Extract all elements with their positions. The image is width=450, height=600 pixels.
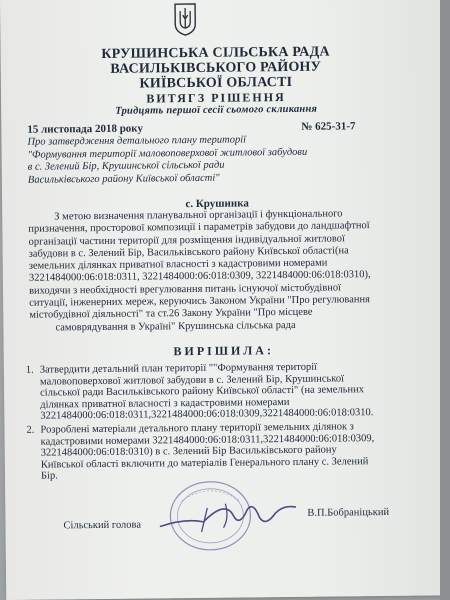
body-line: земельних ділянках приватної власності з кадастровими номерами xyxy=(28,257,328,272)
decision-subject xyxy=(27,133,358,186)
decision-date: 15 листопада 2018 року xyxy=(27,122,144,136)
item-number: 2. xyxy=(26,424,35,436)
preamble-text xyxy=(28,208,379,335)
body-line: 3221484000:06:018:0311, 3221484000:06:018:0309, 3221484000:06:018:0310), xyxy=(28,269,371,285)
place-name: с. Крушинка xyxy=(185,197,249,211)
item-number: 1. xyxy=(25,364,34,376)
item-line: Київської області включити до матеріалів Генерального плану с. Зелений xyxy=(40,455,369,471)
subject-line: в с. Зелений Бір, Крушинської сільської ради xyxy=(27,159,225,173)
item-line: кадастровими номерами 3221484000:06:018:0311,3221484000:06:018:0309, xyxy=(40,432,375,448)
head-title: Сільський голова xyxy=(63,519,142,532)
resolution-items xyxy=(18,361,399,485)
body-line: організації частини території для розміщення індивідуальної житлової xyxy=(28,232,345,248)
item-line: Затвердити детальний план території ""Формування території xyxy=(39,361,318,376)
body-line: ситуації, інженерних мереж, керуючись Законом України "Про регулювання xyxy=(29,294,370,309)
body-line: виходячи з необхідності врегулювання питань існуючої містобудівної xyxy=(28,282,342,297)
body-line: містобудівної діяльності" та ст.26 Закону України "Про місцеве xyxy=(29,307,313,322)
item-line: маловоповерхової житлової забудови в с. Зелений Бір, Крушинської xyxy=(39,373,345,388)
subject-line: Васильківського району Київської області" xyxy=(27,172,220,186)
signature xyxy=(155,487,306,544)
body-line: забудови в с. Зелений Бір, Васильківського району Київської області(на xyxy=(28,245,349,260)
item-line: Бір. xyxy=(40,470,58,482)
item-line: 3221484000:06:018:0311,3221484000:06:018:0309,3221484000:06:018:0310. xyxy=(40,407,374,422)
background-edge xyxy=(440,0,450,600)
subject-line: "Формування території маловоповерхової житлової забудови xyxy=(27,146,308,161)
body-line: призначення, просторової композиції і параметрів забудови до ландшафтної xyxy=(28,220,370,236)
ukraine-trident-emblem xyxy=(172,2,198,36)
council-name-line2: ВАСИЛЬКІВСЬКОГО РАЙОНУ xyxy=(110,59,322,77)
council-name-line3: КИЇВСЬКОЇ ОБЛАСТІ xyxy=(139,74,293,92)
decision-number: № 625-31-7 xyxy=(301,120,356,133)
resolved-heading: ВИРІШИЛА: xyxy=(173,343,274,359)
item-line: ділянках приватної власності з кадастровими номерами xyxy=(40,396,290,411)
head-name: В.П.Бобраніцький xyxy=(307,506,390,519)
body-line: самоврядування в Україні" Крушинська сільська рада xyxy=(55,319,296,334)
resolution-item xyxy=(18,361,399,423)
council-name-line1: КРУШИНСЬКА СІЛЬСЬКА РАДА xyxy=(101,44,330,62)
item-line: 3221484000:06:018:0310) в с. Зелений Бір Васильківського району xyxy=(40,444,337,459)
item-line: сільської ради Васильківського району Київської області" (на земельних xyxy=(40,384,365,399)
session-title: Тридцять першої сесії сьомого скликання xyxy=(115,103,318,117)
body-line: З метою визначення планувальної організації і функціонального xyxy=(54,208,343,223)
subject-line: Про затвердження детального плану території xyxy=(27,134,247,148)
document-type: ВИТЯГЗ РІШЕННЯ xyxy=(146,90,286,106)
item-line: Розроблені матеріали детального плану території земельних ділянок з xyxy=(40,421,354,436)
